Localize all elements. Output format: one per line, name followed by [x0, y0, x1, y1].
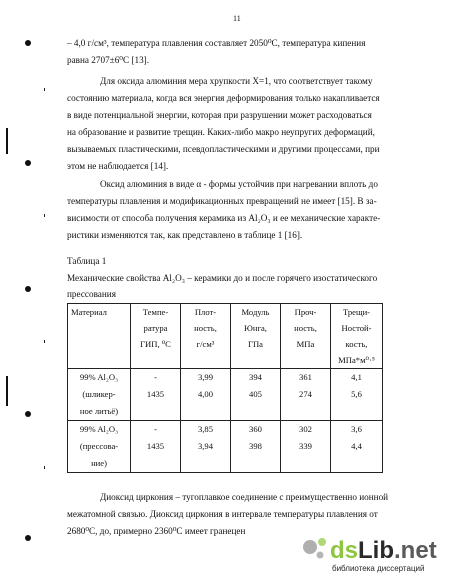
cell-text: 274	[299, 389, 312, 399]
binding-hole-mark	[25, 286, 31, 292]
table-row	[68, 421, 383, 473]
table-header-row	[68, 304, 383, 369]
body-text-line: Оксид алюминия в виде α - формы устойчив при нагревании вплоть до	[100, 179, 378, 189]
header-text: Модуль	[241, 307, 270, 317]
scan-speck	[44, 340, 45, 343]
body-text-line: – 4,0 г/см³, температура плавления составляет 2050⁰С, температура кипения	[67, 38, 366, 48]
body-text-line: Для оксида алюминия мера хрупкости Х=1, что соответствует такому	[100, 76, 373, 86]
cell-text: ние)	[91, 458, 107, 468]
cell-material	[68, 369, 131, 421]
scan-edge-mark	[6, 376, 8, 406]
header-modulus	[231, 304, 281, 369]
binding-hole-mark	[25, 160, 31, 166]
table-caption: прессования	[67, 289, 116, 299]
body-text-line: на образование и развитие трещин. Каких-либо макро неупругих деформаций,	[67, 127, 375, 137]
cell-text: -	[154, 424, 157, 434]
cell-modulus	[231, 421, 281, 473]
body-text-line: температуры плавления и модификационных превращений не имеет [15]. В за-	[67, 196, 377, 206]
scan-edge-mark	[6, 128, 8, 154]
body-text-line: этом не наблюдается [14].	[67, 161, 169, 171]
table-row	[68, 369, 383, 421]
cell-text: 361	[299, 372, 312, 382]
binding-hole-mark	[25, 40, 31, 46]
cell-text: 3,6	[351, 424, 362, 434]
cell-toughness	[331, 369, 383, 421]
cell-text: 339	[299, 441, 312, 451]
cell-density	[181, 369, 231, 421]
body-text-line: состоянию материала, когда вся энергия деформирования только накапливается	[67, 93, 380, 103]
header-text: Материал	[71, 307, 107, 317]
cell-text: 5,6	[351, 389, 362, 399]
table-caption: Механические свойства Al₂O₃ – керамики до и после горячего изостатического	[67, 273, 378, 283]
cell-text: (прессова-	[79, 441, 119, 451]
cell-text: 3,94	[197, 441, 214, 451]
cell-strength	[281, 369, 331, 421]
header-text: МПа*м⁰·⁵	[338, 355, 375, 365]
body-text-line: ристики изменяются так, как представлено в таблице 1 [16].	[67, 230, 303, 240]
properties-table	[67, 303, 383, 473]
header-text: МПа	[296, 339, 315, 349]
scan-speck	[44, 214, 45, 217]
table-label: Таблица 1	[67, 256, 107, 266]
cell-text: -	[154, 372, 157, 382]
header-text: Плот-	[194, 307, 217, 317]
cell-text: 398	[249, 441, 262, 451]
cell-text: 394	[249, 372, 262, 382]
cell-text: (шликер-	[82, 389, 116, 399]
dslib-logo	[300, 534, 446, 564]
header-temperature	[131, 304, 181, 369]
header-text: г/см³	[196, 339, 215, 349]
cell-temperature	[131, 369, 181, 421]
header-text: ратура	[143, 323, 168, 333]
binding-hole-mark	[25, 535, 31, 541]
body-text-line: висимости от способа получения керамика из Al₂O₃ и ее механические характе-	[67, 213, 381, 223]
watermark-subtitle: библиотека диссертаций	[332, 564, 425, 573]
cell-text: 99% Al₂O₃	[79, 424, 119, 434]
cell-text: 3,99	[197, 372, 214, 382]
cell-text: ное литьё)	[79, 406, 119, 416]
body-text-line: Диоксид циркония – тугоплавкое соединение с преимущественно ионной	[100, 492, 389, 502]
body-text-line: 2680⁰С, до, примерно 2360⁰С имеет гранецен	[67, 526, 246, 536]
body-text-line: в виде потенциальной энергии, которая при разрушении может расходоваться	[67, 110, 372, 120]
header-text: ГПа	[248, 339, 263, 349]
svg-text:dsLib.net: dsLib.net	[330, 537, 437, 564]
header-text: Проч-	[294, 307, 317, 317]
body-text-line: равна 2707±6⁰С [13].	[67, 55, 150, 65]
binding-hole-mark	[25, 411, 31, 417]
cell-text: 4,1	[351, 372, 362, 382]
cell-text: 405	[249, 389, 262, 399]
header-text: Ностой-	[341, 323, 372, 333]
cell-temperature	[131, 421, 181, 473]
page-number: 11	[233, 14, 241, 23]
header-text: ГИП, ⁰С	[140, 339, 171, 349]
scan-speck	[44, 88, 45, 91]
header-text: Темпе-	[142, 307, 169, 317]
cell-text: 302	[299, 424, 312, 434]
cell-text: 99% Al₂O₃	[79, 372, 119, 382]
header-density	[181, 304, 231, 369]
cell-text: 4,4	[351, 441, 362, 451]
header-text: кость,	[345, 339, 368, 349]
cell-modulus	[231, 369, 281, 421]
header-strength	[281, 304, 331, 369]
cell-text: 4,00	[197, 389, 214, 399]
cell-text: 360	[249, 424, 262, 434]
cell-strength	[281, 421, 331, 473]
header-text: Трещи-	[342, 307, 371, 317]
cell-toughness	[331, 421, 383, 473]
header-text: Юнга,	[244, 323, 267, 333]
body-text-line: вызываемых пластическими, псевдопластическими и другими процессами, при	[67, 144, 380, 154]
body-text-line: межатомной связью. Диоксид циркония в интервале температуры плавления от	[67, 509, 378, 519]
header-text: ность,	[294, 323, 317, 333]
scan-speck	[44, 466, 45, 469]
cell-text: 1435	[146, 441, 165, 451]
header-toughness	[331, 304, 383, 369]
cell-material	[68, 421, 131, 473]
header-material	[68, 304, 131, 369]
header-text: ность,	[194, 323, 217, 333]
watermark	[300, 534, 446, 578]
cell-text: 1435	[146, 389, 165, 399]
cell-density	[181, 421, 231, 473]
cell-text: 3,85	[197, 424, 214, 434]
